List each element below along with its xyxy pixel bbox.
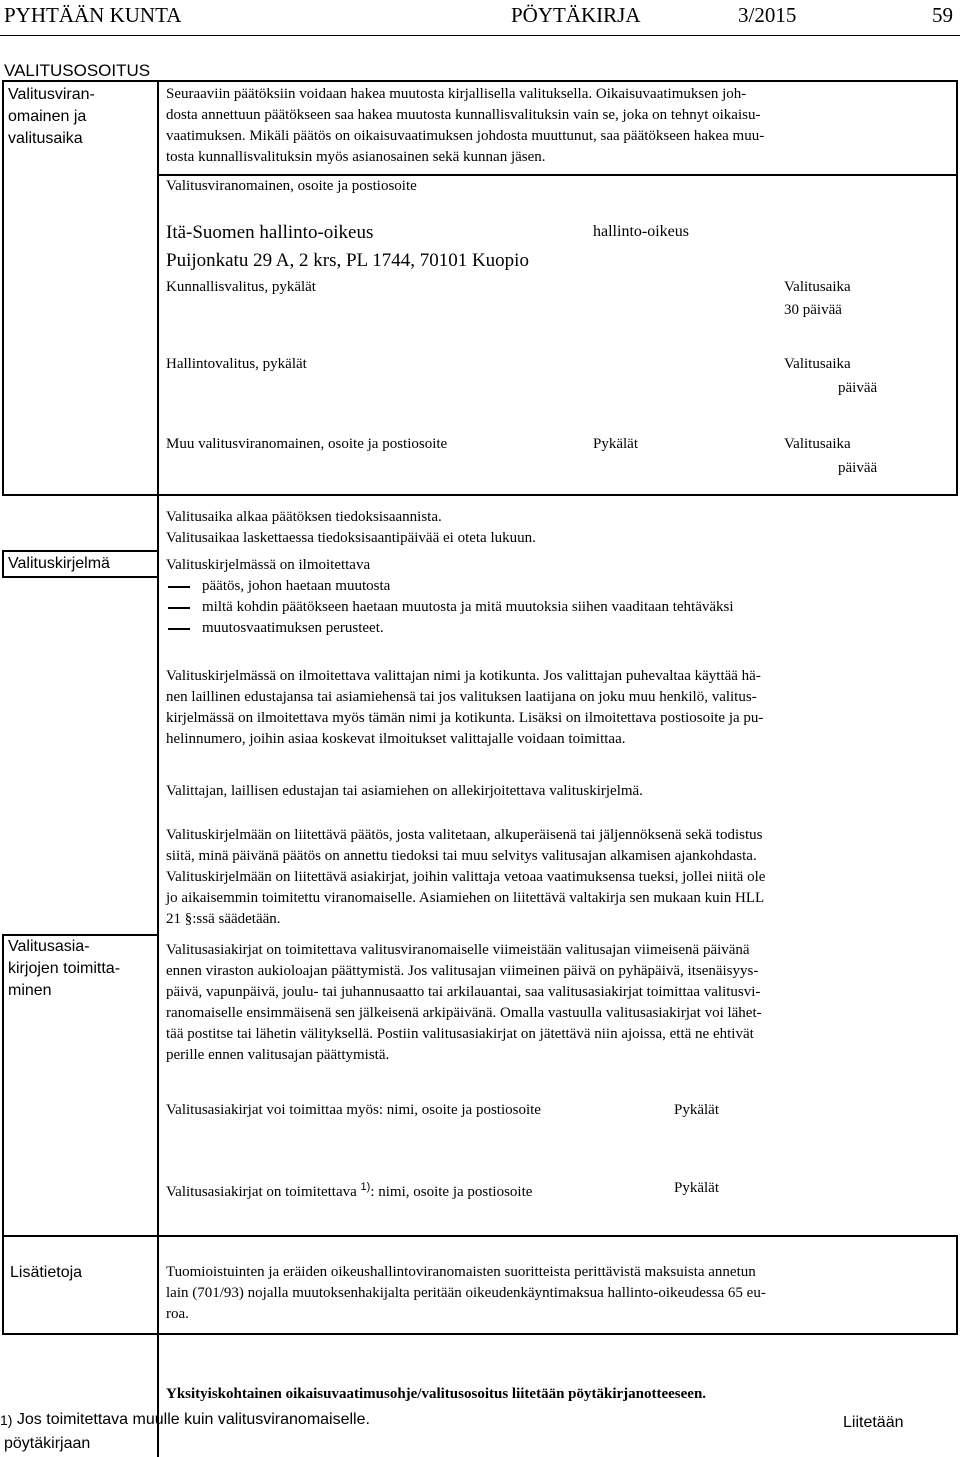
additional-info-paragraph: Tuomioistuinten ja eräiden oikeushallintoviranomaisten suoritteista perittävistä maksuista annetun lain (701/93) nojalla muutoksenhakijalta peritään oikeudenkäyntimaksua hallinto-oikeudessa 65 eu- roa.: [166, 1264, 766, 1322]
delivery-label-left-border: [2, 934, 4, 1235]
header-municipality: PYHTÄÄN KUNTA: [4, 3, 182, 27]
appeal-intro-paragraph: Seuraaviin päätöksiin voidaan hakea muutosta kirjallisella valituksella. Oikaisuvaatimuksen joh- dosta annettuun päätökseen saa hakea muutosta kunnallisvalituksin vain se, joka on tehnyt oikaisu- vaatimuksen. Mikäli päätös on oikaisuvaatimuksen johdosta muuttunut, saa päätökseen hakea muu- tosta kunnallisvalituksin myös asianosainen sekä kunnan jäsen.: [166, 86, 765, 165]
bullet-item: miltä kohdin päätökseen haetaan muutosta ja mitä muutoksia siihen vaaditaan tehtäväksi: [166, 597, 734, 618]
alt-sections-label: Pykälät: [674, 1102, 719, 1118]
dash-icon: [168, 628, 190, 630]
appeal-period-label-3: Valitusaika: [784, 436, 851, 452]
row-label-additional-info: Lisätietoja: [10, 1264, 83, 1281]
period-notes: Valitusaika alkaa päätöksen tiedoksisaannista. Valitusaikaa laskettaessa tiedoksisaantipäivää ei oteta lukuun.: [166, 509, 536, 546]
court-address: Puijonkatu 29 A, 2 krs, PL 1744, 70101 Kuopio: [166, 250, 529, 271]
appeal-period-value-2: päivää: [838, 380, 878, 396]
header-doc-type: PÖYTÄKIRJA: [511, 3, 641, 27]
footnote-marker: 1): [0, 1412, 13, 1428]
table-right-border: [956, 80, 958, 174]
appeal-document-para-2: Valittajan, laillisen edustajan tai asiamiehen on allekirjoitettava valituskirjelmä.: [166, 783, 643, 799]
info-label-bottom-border: [2, 1333, 158, 1335]
info-box-top: [2, 1235, 958, 1237]
footnote-reference: 1): [360, 1181, 371, 1193]
table-top-border: [2, 80, 958, 82]
header-rule: [0, 35, 960, 36]
table-left-border: [2, 80, 4, 495]
dash-icon: [168, 607, 190, 609]
appeal-period-value-1: 30 päivää: [784, 302, 842, 318]
municipal-appeal-label: Kunnallisvalitus, pykälät: [166, 279, 316, 295]
footnote-second-line: pöytäkirjaan: [4, 1435, 91, 1452]
delivery-sections-label: Pykälät: [674, 1180, 719, 1196]
row-label-documents-delivery: Valitusasia- kirjojen toimitta- minen: [8, 938, 121, 999]
sections-label: Pykälät: [593, 436, 638, 452]
info-label-left-border: [2, 1235, 4, 1334]
footnote-text: Jos toimitettava muulle kuin valitusviranomaiselle.: [16, 1411, 370, 1428]
section-title: VALITUSOSOITUS: [4, 61, 151, 80]
info-box-bottom: [157, 1333, 958, 1335]
court-type: hallinto-oikeus: [593, 223, 689, 240]
appeal-document-bullet-list: [166, 576, 734, 639]
bullet-item: päätös, johon haetaan muutosta: [166, 576, 734, 597]
authority-address-label: Valitusviranomainen, osoite ja postiosoite: [166, 178, 417, 194]
admin-appeal-label: Hallintovalitus, pykälät: [166, 356, 307, 372]
appeal-document-para-1: Valituskirjelmässä on ilmoitettava valittajan nimi ja kotikunta. Jos valittajan puhevaltaa käyttää hä- nen laillinen edustajansa tai asiamiehensä tai jos valituksen laatijana on joku muu henkilö, valitus- kirjelmässä on ilmoitettava myös tämän nimi ja kotikunta. Lisäksi on ilmoitettava postiosoite ja pu- helinnumero, joihin asiaa koskevat ilmoitukset valittajalle voidaan toimittaa.: [166, 668, 764, 747]
table-column-divider: [157, 80, 159, 1457]
info-box-right: [956, 1235, 958, 1334]
delivery-address-label: Valitusasiakirjat on toimitettava $^{1)}$: nimi, osoite ja postiosoite: [166, 1181, 533, 1200]
row-label-appeal-authority: Valitusviran- omainen ja valitusaika: [8, 86, 95, 147]
appeal-period-label-2: Valitusaika: [784, 356, 851, 372]
authority-box-right: [956, 174, 958, 495]
footnote-right-text: Liitetään: [843, 1414, 904, 1431]
delivery-paragraph: Valitusasiakirjat on toimitettava valitusviranomaiselle viimeistään valitusajan viimeisenä päivänä ennen viraston aukioloajan päättymistä. Jos valitusajan viimeinen päivä on pyhäpäivä, itsenäisyys- päivä, vapunpäivä, joulu- tai juhannusaatto tai arkilauantai, saa valitusasiakirjat toimittaa valitusvi- ranomaiselle ensimmäisenä sen jälkeisenä arkipäivänä. Omalla vastuulla valitusasiakirjat voi lähet- tää postitse tai lähetin välityksellä. Postiin valitusasiakirjat on jätettävä niin ajoissa, että ne ehtivät perille ennen valitusajan päättymistä.: [166, 942, 762, 1063]
appeal-document-label-bottom-border: [2, 576, 158, 578]
row-label-appeal-document: Valituskirjelmä: [8, 555, 110, 572]
detailed-instructions: Yksityiskohtainen oikaisuvaatimusohje/valitusosoitus liitetään pöytäkirjanotteeseen.: [166, 1386, 707, 1402]
bullet-item: muutosvaatimuksen perusteet.: [166, 618, 734, 639]
footnote: [0, 1409, 370, 1431]
appeal-period-label-1: Valitusaika: [784, 279, 851, 295]
header-page-number: 59: [932, 3, 953, 27]
header-issue: 3/2015: [738, 3, 797, 27]
alt-delivery-label: Valitusasiakirjat voi toimittaa myös: nimi, osoite ja postiosoite: [166, 1102, 541, 1118]
appeal-document-label-left-border: [2, 550, 4, 577]
appeal-document-para-3: Valituskirjelmään on liitettävä päätös, josta valitetaan, alkuperäisenä tai jäljennöksenä sekä todistus siitä, minä päivänä päätös on annettu tiedoksi tai muu selvitys valitusajan alkamisen ajankohdasta. Valituskirjelmään on liitettävä asiakirjat, joihin valittaja vetoaa vaatimuksensa tueksi, jollei niitä ole jo aikaisemmin toimitettu viranomaiselle. Asiamiehen on liitettävä valtakirja sen mukaan kuin HLL 21 §:ssä säädetään.: [166, 827, 766, 927]
appeal-document-intro: Valituskirjelmässä on ilmoitettava: [166, 557, 371, 573]
authority-box-bottom: [2, 494, 958, 496]
other-authority-label: Muu valitusviranomainen, osoite ja postiosoite: [166, 436, 448, 452]
appeal-document-label-top-border: [2, 550, 158, 552]
appeal-period-value-3: päivää: [838, 460, 878, 476]
court-name: Itä-Suomen hallinto-oikeus: [166, 222, 374, 243]
dash-icon: [168, 586, 190, 588]
